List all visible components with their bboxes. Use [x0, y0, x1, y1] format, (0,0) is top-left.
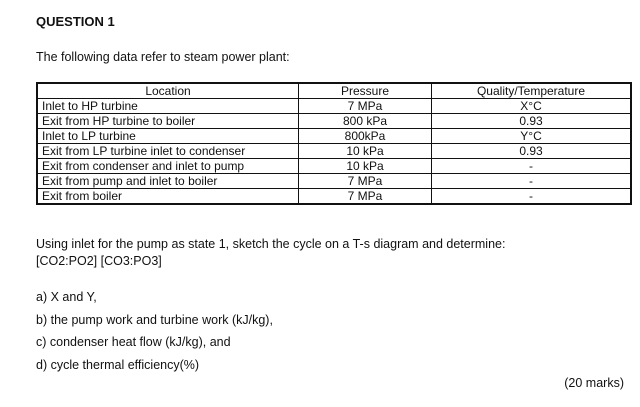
part-text: condenser heat flow (kJ/kg), and: [49, 335, 231, 349]
quality-cell: X°C: [432, 99, 632, 114]
location-cell: Inlet to HP turbine: [37, 99, 299, 114]
pressure-cell: 7 MPa: [299, 99, 432, 114]
part-text: cycle thermal efficiency(%): [50, 357, 200, 372]
table-row: [37, 114, 631, 129]
question-part: [36, 290, 273, 313]
part-text: the pump work and turbine work (kJ/kg),: [50, 312, 273, 327]
pressure-cell: 10 kPa: [299, 144, 432, 159]
table-row: [37, 174, 631, 189]
pressure-cell: 800 kPa: [299, 114, 432, 129]
location-cell: Exit from boiler: [37, 189, 299, 205]
table-row: [37, 99, 631, 114]
intro-text: The following data refer to steam power plant:: [36, 50, 290, 64]
pressure-cell: 7 MPa: [299, 174, 432, 189]
part-letter: b): [36, 312, 48, 327]
part-text: X and Y,: [50, 290, 97, 304]
course-outcome-codes: [CO2:PO2] [CO3:PO3]: [36, 254, 162, 268]
question-part: [36, 335, 273, 358]
quality-cell: 0.93: [432, 144, 632, 159]
location-cell: Exit from pump and inlet to boiler: [37, 174, 299, 189]
steam-plant-data-table: [36, 82, 632, 205]
table-row: [37, 129, 631, 144]
question-part: [36, 313, 273, 336]
pressure-cell: 10 kPa: [299, 159, 432, 174]
quality-cell: Y°C: [432, 129, 632, 144]
question-part: [36, 358, 273, 381]
quality-cell: -: [432, 189, 632, 205]
header-location: Location: [37, 83, 299, 99]
question-heading: QUESTION 1: [36, 14, 115, 29]
instruction-text: [36, 236, 624, 270]
part-letter: d): [36, 357, 48, 372]
table-row: [37, 159, 631, 174]
instruction-line: Using inlet for the pump as state 1, sketch the cycle on a T-s diagram and determine:: [36, 237, 506, 251]
location-cell: Inlet to LP turbine: [37, 129, 299, 144]
table-row: [37, 144, 631, 159]
location-cell: Exit from HP turbine to boiler: [37, 114, 299, 129]
location-cell: Exit from LP turbine inlet to condenser: [37, 144, 299, 159]
header-pressure: Pressure: [299, 83, 432, 99]
pressure-cell: 800kPa: [299, 129, 432, 144]
part-letter: c): [36, 335, 47, 349]
question-parts-list: [36, 290, 273, 380]
quality-cell: -: [432, 174, 632, 189]
pressure-cell: 7 MPa: [299, 189, 432, 205]
quality-cell: 0.93: [432, 114, 632, 129]
part-letter: a): [36, 290, 48, 304]
location-cell: Exit from condenser and inlet to pump: [37, 159, 299, 174]
table-header-row: [37, 83, 631, 99]
marks-label: (20 marks): [564, 376, 624, 390]
table-row: [37, 189, 631, 205]
header-quality-temperature: Quality/Temperature: [432, 83, 632, 99]
quality-cell: -: [432, 159, 632, 174]
